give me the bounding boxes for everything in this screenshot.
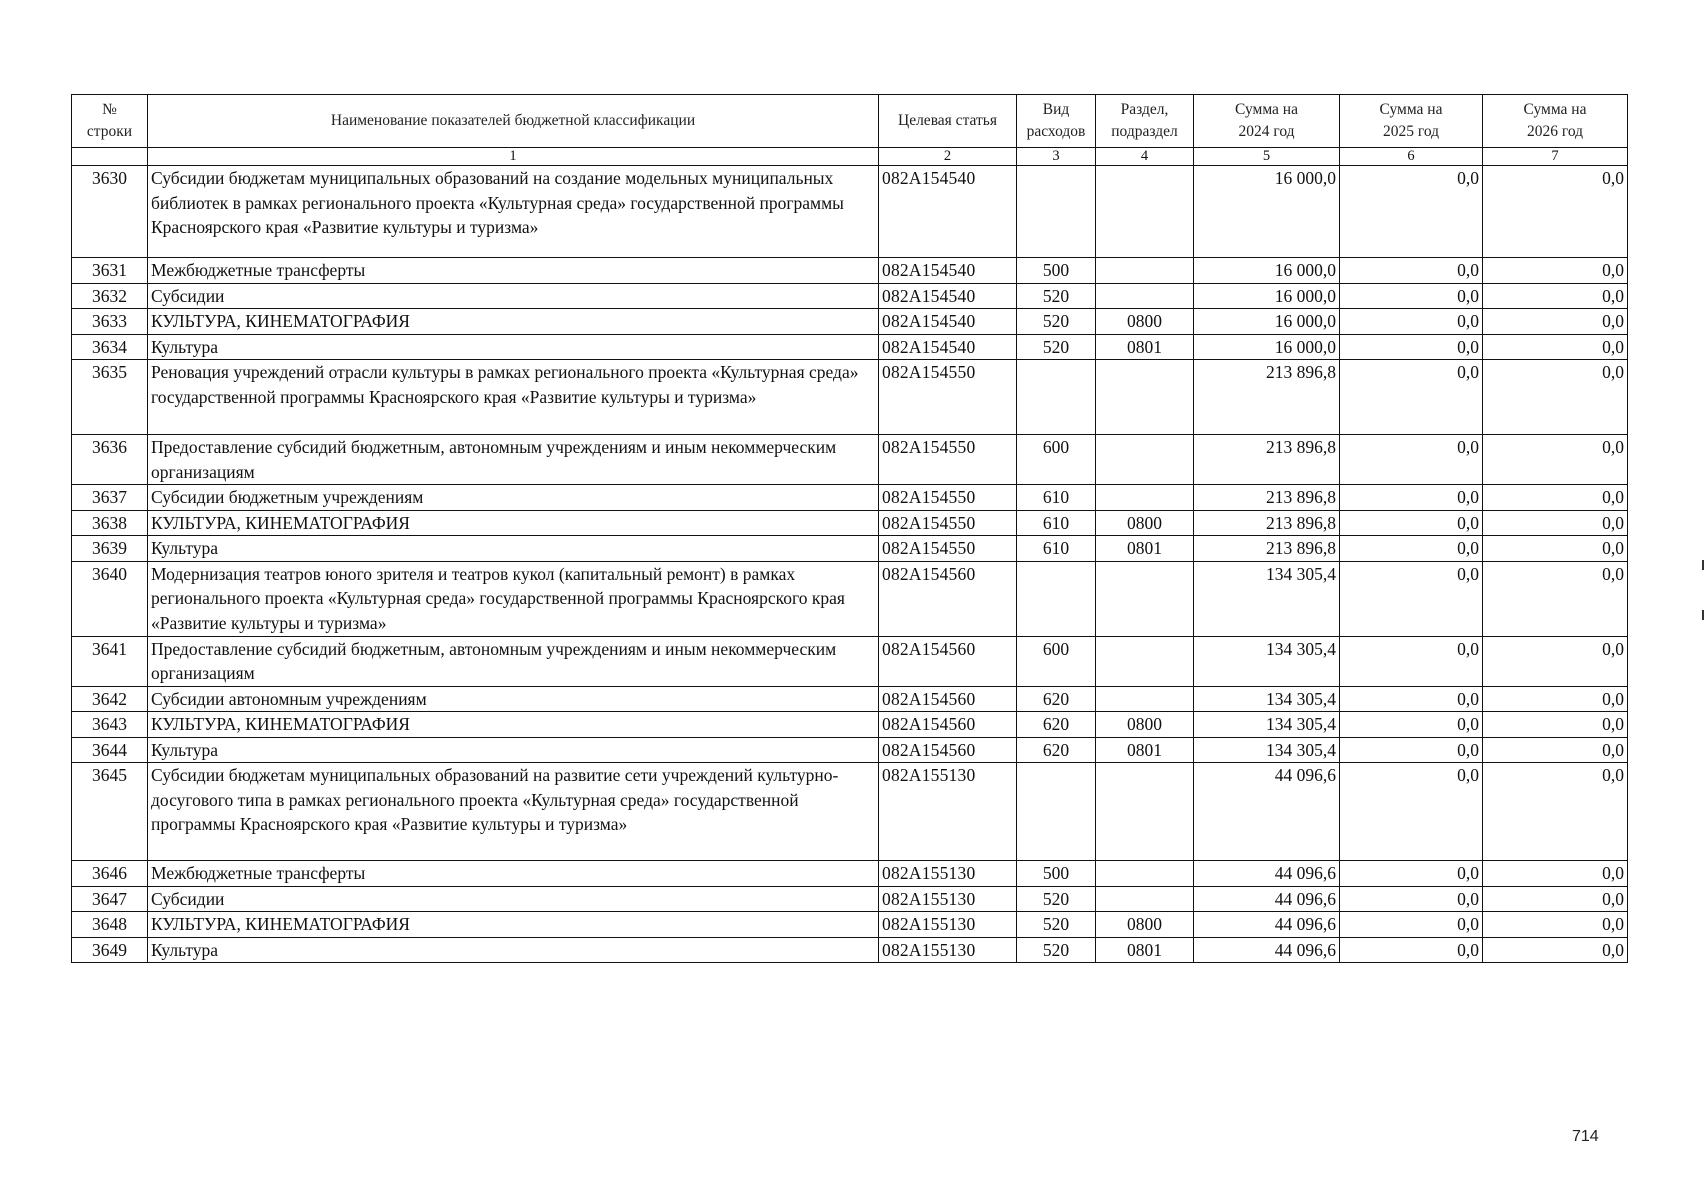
column-number (72, 148, 148, 166)
expense-type (1017, 166, 1096, 258)
table-row (72, 510, 1628, 536)
row-name: Предоставление субсидий бюджетным, автономным учреждениям и иным некоммерческим организациям (148, 636, 879, 686)
table-row (72, 712, 1628, 738)
amount-2024: 44 096,6 (1194, 937, 1340, 963)
table-row (72, 763, 1628, 861)
amount-2024: 16 000,0 (1194, 309, 1340, 335)
amount-2024: 213 896,8 (1194, 510, 1340, 536)
target-article: 082A154560 (879, 737, 1017, 763)
amount-2026: 0,0 (1483, 283, 1628, 309)
amount-2025: 0,0 (1340, 686, 1483, 712)
expense-type (1017, 763, 1096, 861)
amount-2024: 44 096,6 (1194, 763, 1340, 861)
row-name: Субсидии бюджетам муниципальных образований на создание модельных муниципальных библиотек в рамках регионального проекта «Культурная среда» государственной программы Красноярского края «Развитие культуры и туризма» (148, 166, 879, 258)
amount-2026: 0,0 (1483, 360, 1628, 435)
row-name: Культура (148, 937, 879, 963)
section-code (1096, 886, 1194, 912)
table-row (72, 166, 1628, 258)
amount-2024: 16 000,0 (1194, 334, 1340, 360)
amount-2026: 0,0 (1483, 886, 1628, 912)
amount-2026: 0,0 (1483, 536, 1628, 562)
expense-type: 520 (1017, 912, 1096, 938)
row-number: 3645 (72, 763, 148, 861)
amount-2024: 44 096,6 (1194, 886, 1340, 912)
section-code (1096, 861, 1194, 887)
row-name: Субсидии (148, 886, 879, 912)
table-row (72, 636, 1628, 686)
header-name: Наименование показателей бюджетной классификации (148, 95, 879, 148)
row-name: Реновация учреждений отрасли культуры в рамках регионального проекта «Культурная среда» государственной программы Красноярского края «Развитие культуры и туризма» (148, 360, 879, 435)
table-row (72, 912, 1628, 938)
section-code: 0801 (1096, 334, 1194, 360)
column-number: 4 (1096, 148, 1194, 166)
section-code (1096, 283, 1194, 309)
amount-2025: 0,0 (1340, 510, 1483, 536)
target-article: 082A155130 (879, 763, 1017, 861)
row-name: КУЛЬТУРА, КИНЕМАТОГРАФИЯ (148, 912, 879, 938)
amount-2024: 213 896,8 (1194, 536, 1340, 562)
target-article: 082A154550 (879, 360, 1017, 435)
amount-2026: 0,0 (1483, 309, 1628, 335)
amount-2024: 213 896,8 (1194, 485, 1340, 511)
target-article: 082A154540 (879, 334, 1017, 360)
expense-type: 500 (1017, 258, 1096, 284)
section-code: 0800 (1096, 712, 1194, 738)
amount-2024: 134 305,4 (1194, 712, 1340, 738)
amount-2024: 134 305,4 (1194, 686, 1340, 712)
expense-type: 600 (1017, 636, 1096, 686)
row-name: Модернизация театров юного зрителя и театров кукол (капитальный ремонт) в рамках регионального проекта «Культурная среда» государственной программы Красноярского края «Развитие культуры и туризма» (148, 561, 879, 636)
header-section: Раздел, подраздел (1096, 95, 1194, 148)
row-name: Культура (148, 334, 879, 360)
expense-type: 600 (1017, 435, 1096, 485)
row-number: 3632 (72, 283, 148, 309)
table-row (72, 485, 1628, 511)
expense-type: 520 (1017, 334, 1096, 360)
amount-2024: 16 000,0 (1194, 258, 1340, 284)
amount-2024: 213 896,8 (1194, 360, 1340, 435)
amount-2025: 0,0 (1340, 485, 1483, 511)
amount-2026: 0,0 (1483, 937, 1628, 963)
section-code (1096, 763, 1194, 861)
section-code (1096, 435, 1194, 485)
expense-type: 620 (1017, 686, 1096, 712)
row-number: 3640 (72, 561, 148, 636)
page-number: 714 (1572, 1128, 1599, 1145)
row-name: Субсидии бюджетным учреждениям (148, 485, 879, 511)
amount-2025: 0,0 (1340, 283, 1483, 309)
amount-2024: 16 000,0 (1194, 166, 1340, 258)
budget-table (71, 94, 1628, 963)
section-code (1096, 166, 1194, 258)
target-article: 082A155130 (879, 861, 1017, 887)
section-code (1096, 686, 1194, 712)
amount-2025: 0,0 (1340, 309, 1483, 335)
amount-2026: 0,0 (1483, 485, 1628, 511)
expense-type (1017, 360, 1096, 435)
target-article: 082A154560 (879, 686, 1017, 712)
target-article: 082A154550 (879, 435, 1017, 485)
target-article: 082A154550 (879, 510, 1017, 536)
expense-type: 520 (1017, 886, 1096, 912)
header-row-number: № строки (72, 95, 148, 148)
section-code (1096, 258, 1194, 284)
table-row (72, 258, 1628, 284)
section-code: 0801 (1096, 937, 1194, 963)
header-row (72, 95, 1628, 148)
amount-2025: 0,0 (1340, 360, 1483, 435)
amount-2025: 0,0 (1340, 712, 1483, 738)
column-number: 1 (148, 148, 879, 166)
row-number: 3649 (72, 937, 148, 963)
table-row (72, 686, 1628, 712)
table-row (72, 360, 1628, 435)
table-row (72, 283, 1628, 309)
header-target-article: Целевая статья (879, 95, 1017, 148)
row-name: Межбюджетные трансферты (148, 258, 879, 284)
table-row (72, 861, 1628, 887)
expense-type: 500 (1017, 861, 1096, 887)
expense-type: 610 (1017, 536, 1096, 562)
amount-2026: 0,0 (1483, 561, 1628, 636)
row-number: 3636 (72, 435, 148, 485)
header-sum-2025: Сумма на 2025 год (1340, 95, 1483, 148)
row-name: Культура (148, 737, 879, 763)
section-code: 0801 (1096, 536, 1194, 562)
amount-2025: 0,0 (1340, 763, 1483, 861)
row-number: 3642 (72, 686, 148, 712)
amount-2024: 134 305,4 (1194, 636, 1340, 686)
target-article: 082A155130 (879, 912, 1017, 938)
header-sum-2024: Сумма на 2024 год (1194, 95, 1340, 148)
row-name: Субсидии автономным учреждениям (148, 686, 879, 712)
target-article: 082A154560 (879, 561, 1017, 636)
target-article: 082A154560 (879, 712, 1017, 738)
amount-2024: 44 096,6 (1194, 861, 1340, 887)
section-code (1096, 561, 1194, 636)
column-number: 3 (1017, 148, 1096, 166)
amount-2026: 0,0 (1483, 861, 1628, 887)
amount-2024: 44 096,6 (1194, 912, 1340, 938)
section-code (1096, 485, 1194, 511)
row-number: 3641 (72, 636, 148, 686)
expense-type (1017, 561, 1096, 636)
row-number: 3646 (72, 861, 148, 887)
amount-2025: 0,0 (1340, 561, 1483, 636)
row-number: 3631 (72, 258, 148, 284)
header-sum-2026: Сумма на 2026 год (1483, 95, 1628, 148)
row-name: КУЛЬТУРА, КИНЕМАТОГРАФИЯ (148, 510, 879, 536)
table-row (72, 937, 1628, 963)
amount-2025: 0,0 (1340, 435, 1483, 485)
row-name: Субсидии (148, 283, 879, 309)
amount-2024: 134 305,4 (1194, 737, 1340, 763)
amount-2026: 0,0 (1483, 166, 1628, 258)
amount-2026: 0,0 (1483, 258, 1628, 284)
amount-2026: 0,0 (1483, 912, 1628, 938)
row-number: 3644 (72, 737, 148, 763)
amount-2024: 213 896,8 (1194, 435, 1340, 485)
row-number: 3637 (72, 485, 148, 511)
amount-2025: 0,0 (1340, 258, 1483, 284)
table-row (72, 737, 1628, 763)
table-body (72, 166, 1628, 963)
row-number: 3643 (72, 712, 148, 738)
column-number: 6 (1340, 148, 1483, 166)
amount-2025: 0,0 (1340, 334, 1483, 360)
target-article: 082A154560 (879, 636, 1017, 686)
row-name: Межбюджетные трансферты (148, 861, 879, 887)
row-number: 3639 (72, 536, 148, 562)
amount-2026: 0,0 (1483, 435, 1628, 485)
column-number: 7 (1483, 148, 1628, 166)
amount-2026: 0,0 (1483, 686, 1628, 712)
expense-type: 520 (1017, 283, 1096, 309)
row-number: 3633 (72, 309, 148, 335)
column-number: 5 (1194, 148, 1340, 166)
table-row (72, 561, 1628, 636)
amount-2025: 0,0 (1340, 536, 1483, 562)
target-article: 082A154550 (879, 536, 1017, 562)
row-number: 3647 (72, 886, 148, 912)
target-article: 082A154550 (879, 485, 1017, 511)
amount-2025: 0,0 (1340, 166, 1483, 258)
amount-2025: 0,0 (1340, 737, 1483, 763)
expense-type: 620 (1017, 712, 1096, 738)
section-code (1096, 360, 1194, 435)
row-name: Культура (148, 536, 879, 562)
table-row (72, 309, 1628, 335)
scan-edge-mark (1702, 560, 1704, 570)
target-article: 082A154540 (879, 166, 1017, 258)
target-article: 082A155130 (879, 886, 1017, 912)
table-row (72, 435, 1628, 485)
table-row (72, 536, 1628, 562)
amount-2025: 0,0 (1340, 636, 1483, 686)
expense-type: 520 (1017, 937, 1096, 963)
expense-type: 610 (1017, 510, 1096, 536)
row-number: 3635 (72, 360, 148, 435)
row-number: 3630 (72, 166, 148, 258)
row-name: Субсидии бюджетам муниципальных образований на развитие сети учреждений культурно-досугового типа в рамках регионального проекта «Культурная среда» государственной программы Красноярского края «Развитие культуры и туризма» (148, 763, 879, 861)
amount-2026: 0,0 (1483, 636, 1628, 686)
amount-2026: 0,0 (1483, 510, 1628, 536)
amount-2026: 0,0 (1483, 763, 1628, 861)
column-number: 2 (879, 148, 1017, 166)
row-number: 3638 (72, 510, 148, 536)
amount-2025: 0,0 (1340, 861, 1483, 887)
target-article: 082A155130 (879, 937, 1017, 963)
expense-type: 610 (1017, 485, 1096, 511)
row-number: 3648 (72, 912, 148, 938)
section-code: 0801 (1096, 737, 1194, 763)
section-code (1096, 636, 1194, 686)
table-row (72, 334, 1628, 360)
scan-edge-mark (1702, 610, 1704, 620)
header-expense-type: Вид расходов (1017, 95, 1096, 148)
amount-2025: 0,0 (1340, 886, 1483, 912)
amount-2026: 0,0 (1483, 334, 1628, 360)
row-number: 3634 (72, 334, 148, 360)
amount-2026: 0,0 (1483, 712, 1628, 738)
amount-2025: 0,0 (1340, 937, 1483, 963)
expense-type: 520 (1017, 309, 1096, 335)
row-name: КУЛЬТУРА, КИНЕМАТОГРАФИЯ (148, 309, 879, 335)
target-article: 082A154540 (879, 309, 1017, 335)
column-number-row (72, 148, 1628, 166)
section-code: 0800 (1096, 309, 1194, 335)
amount-2025: 0,0 (1340, 912, 1483, 938)
section-code: 0800 (1096, 912, 1194, 938)
amount-2024: 16 000,0 (1194, 283, 1340, 309)
target-article: 082A154540 (879, 258, 1017, 284)
amount-2026: 0,0 (1483, 737, 1628, 763)
expense-type: 620 (1017, 737, 1096, 763)
table-row (72, 886, 1628, 912)
row-name: КУЛЬТУРА, КИНЕМАТОГРАФИЯ (148, 712, 879, 738)
amount-2024: 134 305,4 (1194, 561, 1340, 636)
row-name: Предоставление субсидий бюджетным, автономным учреждениям и иным некоммерческим организациям (148, 435, 879, 485)
section-code: 0800 (1096, 510, 1194, 536)
target-article: 082A154540 (879, 283, 1017, 309)
